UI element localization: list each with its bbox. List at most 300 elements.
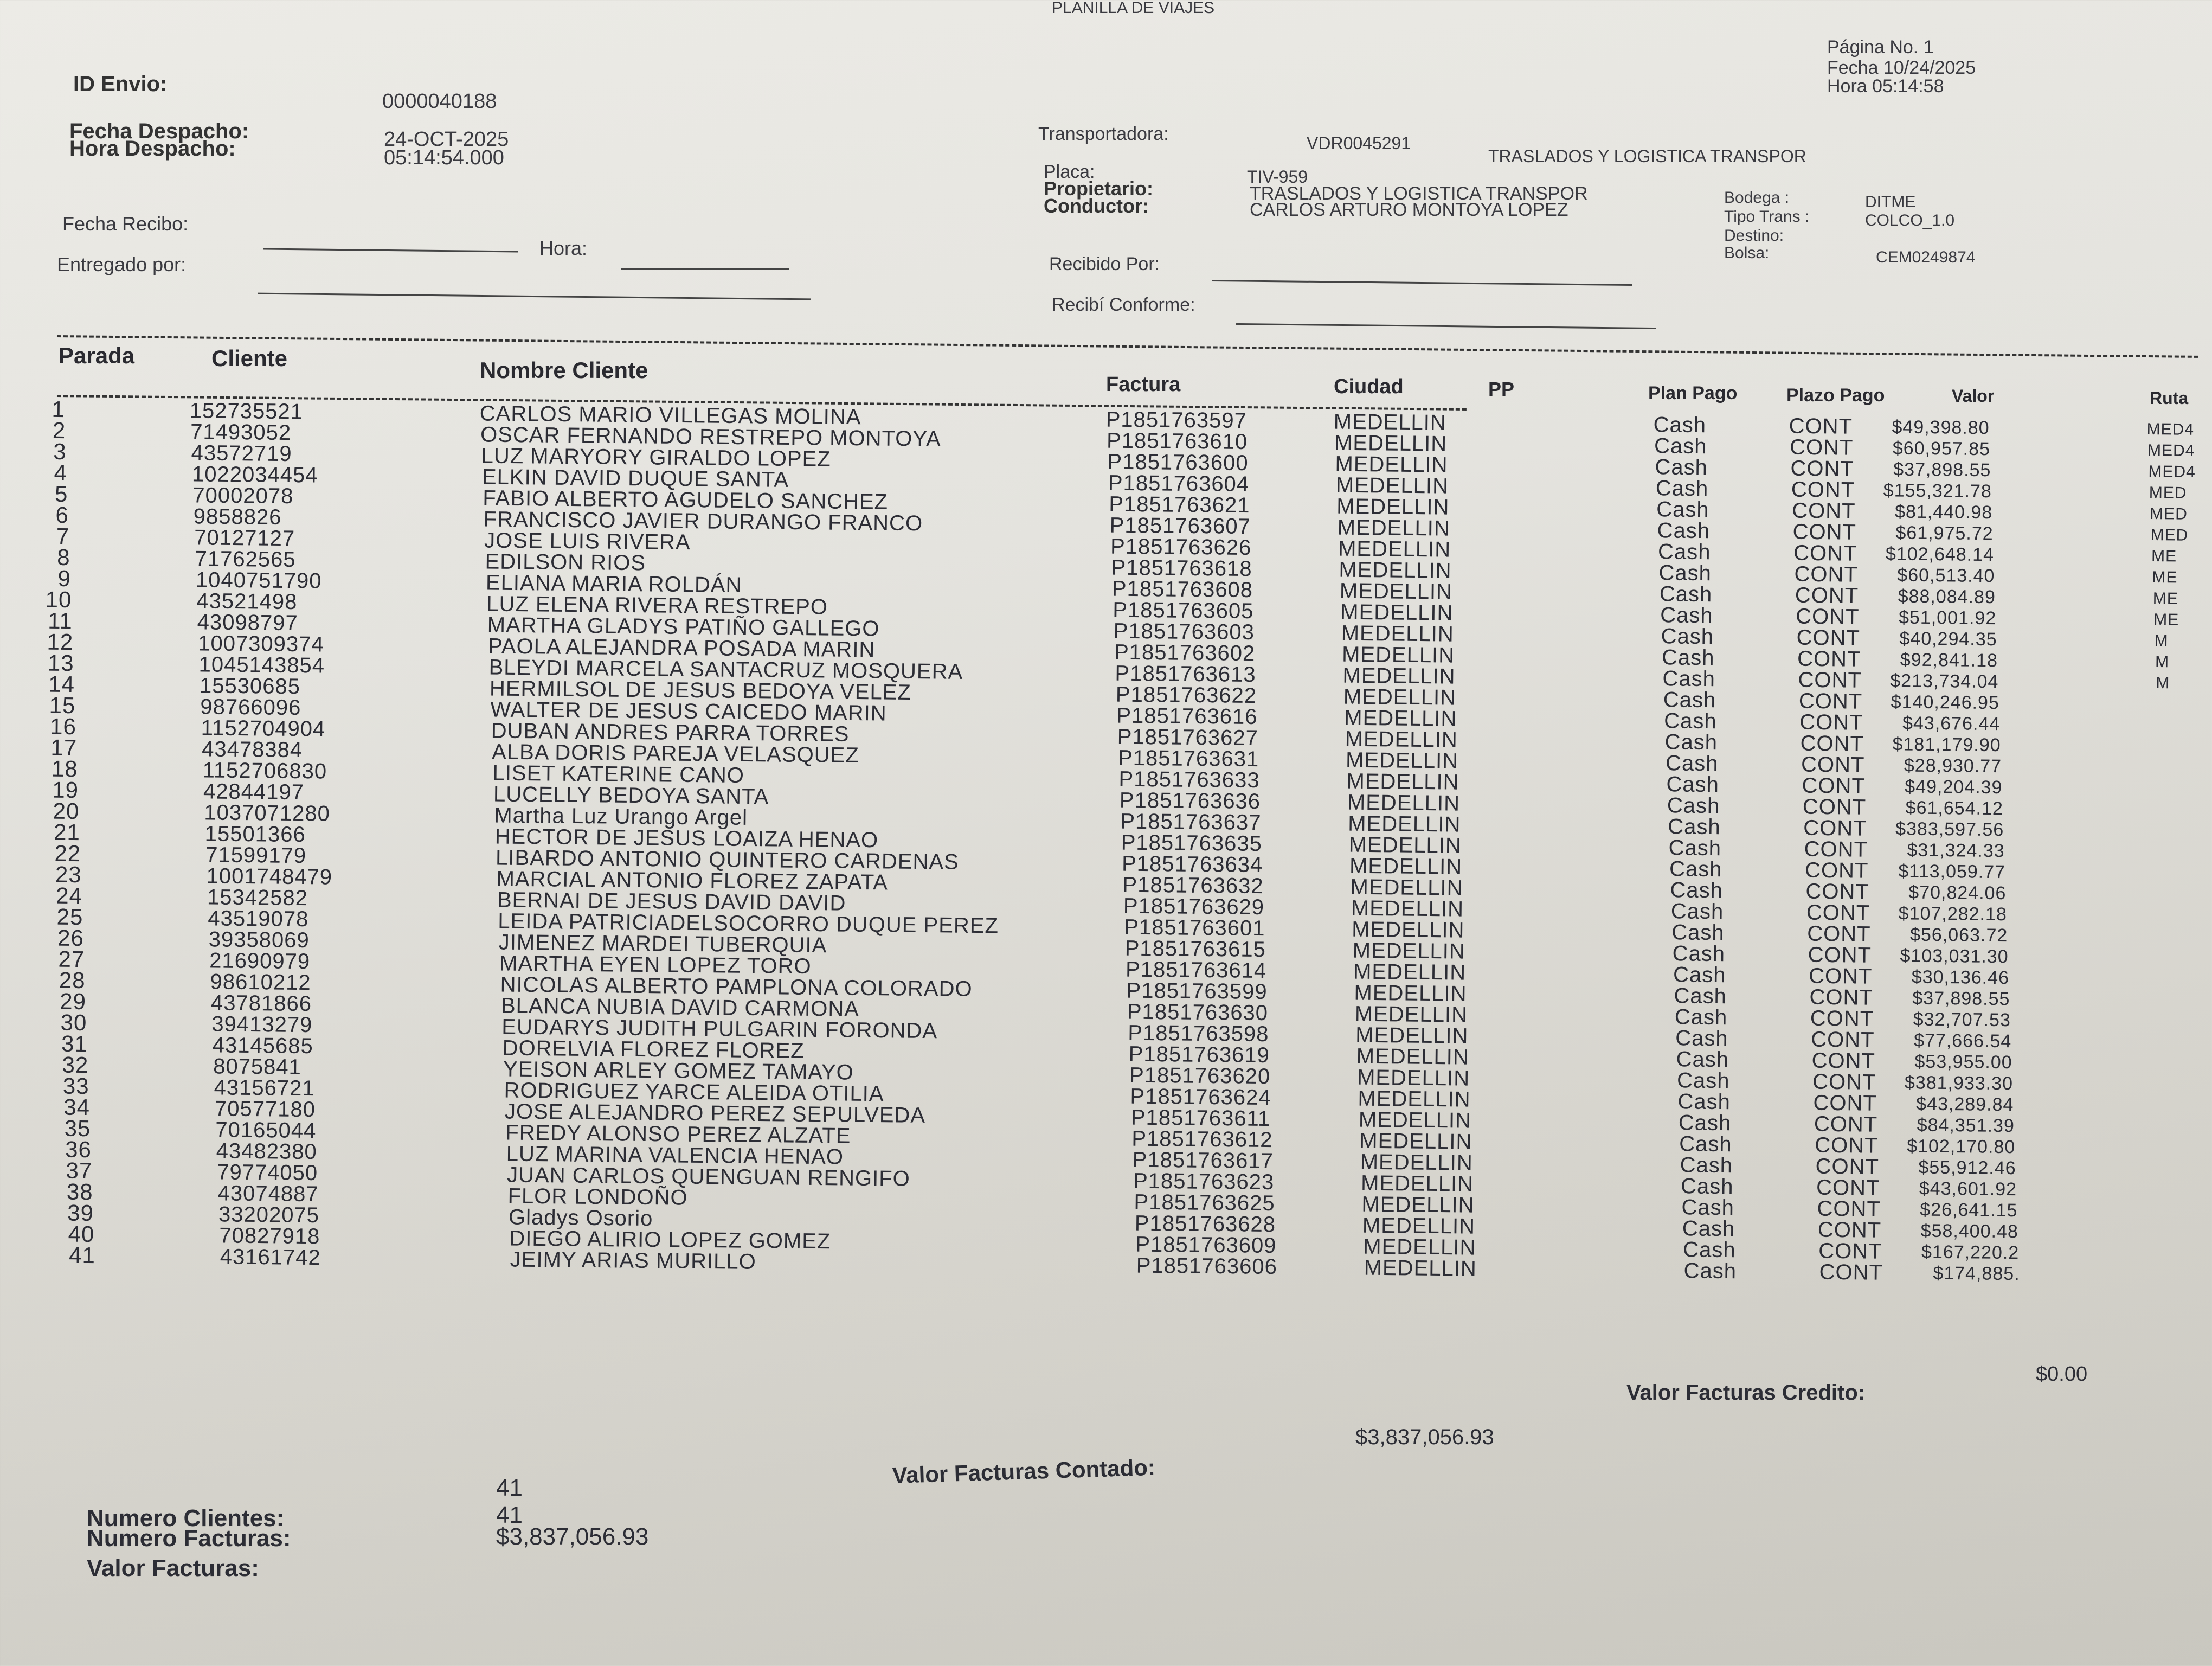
row-ciudad: MEDELLIN [1362,1213,1476,1239]
row-ciudad: MEDELLIN [1335,473,1449,498]
row-factura: P1851763633 [1118,767,1260,793]
row-ciudad: MEDELLIN [1361,1192,1475,1218]
row-ciudad: MEDELLIN [1339,579,1453,604]
row-factura: P1851763601 [1124,915,1265,941]
row-ciudad: MEDELLIN [1339,558,1452,583]
row-plan-pago: Cash [1668,836,1722,861]
row-cliente: 15501366 [204,822,306,847]
row-parada: 22 [54,840,81,867]
row-cliente: 152735521 [189,399,304,424]
row-cliente: 8075841 [213,1054,302,1079]
row-ruta: ME [2152,568,2178,587]
row-nombre: LEIDA PATRICIADELSOCORRO DUQUE PEREZ [498,909,999,938]
row-parada: 36 [65,1136,92,1163]
row-plazo-pago: CONT [1802,794,1867,819]
row-parada: 34 [63,1094,91,1120]
row-plan-pago: Cash [1680,1174,1734,1199]
table-top-rule [57,335,2198,358]
print-time-label: Hora [1827,76,1867,97]
row-parada: 33 [62,1073,89,1099]
row-ciudad: MEDELLIN [1333,409,1446,435]
row-plazo-pago: CONT [1800,731,1864,756]
row-ciudad: MEDELLIN [1360,1171,1474,1196]
row-ruta: ME [2151,547,2177,566]
row-factura: P1851763598 [1128,1021,1269,1047]
row-ciudad: MEDELLIN [1341,642,1455,668]
row-valor: $383,597.56 [1895,818,2004,841]
row-ciudad: MEDELLIN [1344,706,1457,731]
numero-clientes-value: 41 [496,1475,523,1501]
row-parada: 6 [55,502,69,528]
row-parada: 4 [54,459,68,486]
row-plazo-pago: CONT [1809,985,1873,1010]
col-plan-pago: Plan Pago [1648,383,1738,403]
row-factura: P1851763605 [1113,598,1254,624]
row-valor: $60,957.85 [1892,438,1991,460]
row-valor: $181,179.90 [1892,734,2001,756]
row-ciudad: MEDELLIN [1359,1129,1472,1154]
row-parada: 41 [68,1242,96,1268]
row-parada: 26 [57,925,85,951]
row-cliente: 70827918 [219,1223,320,1249]
row-ciudad: MEDELLIN [1338,536,1451,562]
row-parada: 19 [52,777,79,803]
id-envio-label: ID Envio: [73,72,168,96]
row-plan-pago: Cash [1654,434,1707,459]
row-plan-pago: Cash [1675,1026,1728,1051]
bolsa-label: Bolsa: [1724,244,1770,262]
row-factura: P1851763612 [1131,1126,1273,1152]
row-plan-pago: Cash [1672,941,1726,966]
row-plazo-pago: CONT [1804,837,1868,862]
row-factura: P1851763611 [1130,1105,1271,1131]
row-parada: 14 [48,671,75,697]
row-nombre: ALBA DORIS PAREJA VELASQUEZ [491,740,859,767]
row-parada: 24 [56,882,83,909]
row-plazo-pago: CONT [1797,646,1861,671]
row-parada: 32 [62,1052,89,1078]
print-time-value: 05:14:58 [1872,76,1944,97]
row-cliente: 70127127 [194,526,295,551]
row-nombre: Martha Luz Urango Argel [494,803,748,830]
row-cliente: 1001748479 [206,864,333,889]
row-nombre: WALTER DE JESUS CAICEDO MARIN [490,697,887,726]
row-parada: 20 [53,798,80,824]
row-cliente: 9858826 [193,504,282,529]
row-plan-pago: Cash [1680,1153,1733,1178]
row-parada: 13 [47,650,74,676]
row-plan-pago: Cash [1653,413,1707,438]
row-nombre: LUCELLY BEDOYA SANTA [493,782,769,809]
row-nombre: RODRIGUEZ YARCE ALEIDA OTILIA [504,1078,884,1106]
row-valor: $107,282.18 [1898,903,2008,925]
row-ciudad: MEDELLIN [1337,515,1450,541]
row-cliente: 1045143854 [198,652,325,678]
row-parada: 1 [52,396,66,422]
row-nombre: LUZ MARINA VALENCIA HENAO [506,1142,844,1169]
row-plazo-pago: CONT [1818,1239,1882,1264]
row-plazo-pago: CONT [1790,456,1854,481]
row-ruta: MED4 [2147,441,2195,460]
row-parada: 10 [45,586,72,613]
row-plazo-pago: CONT [1794,562,1858,587]
row-factura: P1851763600 [1107,450,1249,476]
row-valor: $92,841.18 [1900,649,1998,671]
row-cliente: 42844197 [203,779,305,805]
row-parada: 12 [47,629,74,655]
row-nombre: HECTOR DE JESUS LOAIZA HENAO [494,824,879,853]
recibido-por-line [1212,280,1632,286]
row-parada: 31 [61,1030,88,1057]
row-nombre: MARTHA GLADYS PATIÑO GALLEGO [487,613,880,641]
row-valor: $49,204.39 [1905,776,2003,798]
row-cliente: 1037071280 [204,800,331,826]
row-cliente: 43521498 [196,589,298,614]
row-valor: $155,321.78 [1883,480,1992,502]
row-factura: P1851763616 [1116,703,1258,729]
row-factura: P1851763622 [1115,682,1257,708]
numero-facturas-value: 41 [496,1502,523,1528]
row-parada: 11 [47,607,73,634]
row-factura: P1851763631 [1117,746,1259,772]
transportadora-label: Transportadora: [1038,124,1169,144]
row-cliente: 71493052 [190,420,292,445]
recibi-conforme-label: Recibí Conforme: [1052,294,1195,315]
row-factura: P1851763603 [1113,619,1255,645]
row-cliente: 43478384 [201,737,303,762]
row-cliente: 1152706830 [202,758,327,784]
row-plazo-pago: CONT [1810,1006,1874,1031]
numero-clientes-label: Numero Clientes: [87,1505,285,1532]
row-plan-pago: Cash [1670,878,1724,903]
row-parada: 40 [68,1221,95,1247]
row-plan-pago: Cash [1664,709,1717,734]
row-valor: $102,170.80 [1906,1136,2016,1158]
row-plazo-pago: CONT [1806,900,1870,925]
row-parada: 17 [50,734,78,761]
row-valor: $113,059.77 [1898,861,2006,883]
row-cliente: 43572719 [191,441,292,466]
row-factura: P1851763634 [1121,851,1263,877]
credito-label: Valor Facturas Credito: [1626,1381,1866,1405]
row-nombre: EUDARYS JUDITH PULGARIN FORONDA [501,1015,938,1043]
row-cliente: 98766096 [200,695,301,720]
row-parada: 5 [54,480,68,507]
row-ruta: MED4 [2146,420,2195,439]
row-ciudad: MEDELLIN [1356,1044,1469,1069]
row-valor: $43,289.84 [1916,1093,2014,1116]
transportadora-code: VDR0045291 [1307,133,1411,153]
hora-despacho-value: 05:14:54.000 [384,146,504,169]
row-factura: P1851763632 [1122,873,1264,899]
row-ruta: MED [2150,526,2189,544]
row-ciudad: MEDELLIN [1355,1023,1469,1048]
row-ciudad: MEDELLIN [1340,600,1454,625]
row-nombre: JEIMY ARIAS MURILLO [510,1247,756,1274]
row-ciudad: MEDELLIN [1345,727,1458,752]
row-nombre: BERNAI DE JESUS DAVID DAVID [497,888,846,915]
row-ciudad: MEDELLIN [1348,832,1462,858]
row-cliente: 70002078 [192,483,294,509]
col-ciudad: Ciudad [1334,375,1404,398]
col-plazo-pago: Plazo Pago [1786,385,1885,406]
row-valor: $40,294.35 [1899,628,1997,650]
row-nombre: JOSE ALEJANDRO PEREZ SEPULVEDA [504,1099,926,1127]
row-valor: $381,933.30 [1904,1072,2014,1094]
row-plan-pago: Cash [1660,603,1713,628]
row-plazo-pago: CONT [1813,1091,1877,1116]
row-nombre: LUZ MARYORY GIRALDO LOPEZ [481,444,831,471]
row-nombre: YEISON ARLEY GOMEZ TAMAYO [503,1057,854,1085]
row-parada: 9 [57,565,72,592]
row-plazo-pago: CONT [1817,1196,1881,1221]
row-nombre: BLEYDI MARCELA SANTACRUZ MOSQUERA [488,655,963,684]
row-nombre: JIMENEZ MARDEI TUBERQUIA [498,930,827,958]
row-nombre: EDILSON RIOS [485,549,646,575]
row-ciudad: MEDELLIN [1363,1234,1476,1260]
row-cliente: 33202075 [218,1202,320,1228]
row-factura: P1851763620 [1129,1063,1271,1089]
row-valor: $43,601.92 [1919,1178,2017,1200]
row-nombre: FABIO ALBERTO AGUDELO SANCHEZ [483,486,889,514]
tipo-trans-value: COLCO_1.0 [1865,212,1955,229]
print-date-label: Fecha [1827,57,1879,78]
fecha-recibo-label: Fecha Recibo: [62,213,189,235]
row-valor: $70,824.06 [1908,882,2007,904]
row-ciudad: MEDELLIN [1354,1002,1468,1027]
bolsa-value: CEM0249874 [1876,248,1976,266]
row-cliente: 98610212 [210,970,311,995]
row-valor: $28,930.77 [1904,755,2002,777]
row-plazo-pago: CONT [1815,1154,1880,1179]
row-factura: P1851763627 [1117,725,1259,751]
col-factura: Factura [1106,373,1181,396]
col-cliente: Cliente [211,345,288,371]
row-parada: 28 [59,967,86,994]
row-valor: $61,654.12 [1905,797,2004,819]
row-ciudad: MEDELLIN [1353,959,1467,985]
row-cliente: 43519078 [208,906,309,932]
row-ciudad: MEDELLIN [1352,917,1465,943]
row-valor: $102,648.14 [1885,543,1995,566]
row-nombre: HERMILSOL DE JESUS BEDOYA VELEZ [489,676,912,704]
row-factura: P1851763630 [1127,999,1269,1026]
row-valor: $49,398.80 [1892,416,1990,439]
col-ruta: Ruta [2150,388,2189,408]
row-nombre: BLANCA NUBIA DAVID CARMONA [500,994,860,1021]
row-plan-pago: Cash [1673,963,1726,988]
row-parada: 27 [58,946,85,972]
row-factura: P1851763618 [1111,555,1252,581]
row-ciudad: MEDELLIN [1347,790,1461,816]
row-nombre: LIBARDO ANTONIO QUINTERO CARDENAS [495,845,959,874]
row-nombre: Gladys Osorio [508,1205,653,1231]
row-parada: 35 [64,1115,91,1142]
row-cliente: 1040751790 [195,568,322,593]
row-ciudad: MEDELLIN [1341,621,1454,646]
row-ciudad: MEDELLIN [1349,854,1463,879]
row-ciudad: MEDELLIN [1352,938,1465,964]
row-plazo-pago: CONT [1791,477,1855,502]
row-plazo-pago: CONT [1808,964,1873,989]
row-ciudad: MEDELLIN [1342,663,1456,689]
row-plan-pago: Cash [1678,1111,1732,1136]
numero-facturas-label: Numero Facturas: [87,1525,291,1552]
row-ciudad: MEDELLIN [1364,1255,1477,1281]
row-ciudad: MEDELLIN [1354,981,1467,1006]
row-plan-pago: Cash [1670,899,1724,924]
row-cliente: 39413279 [211,1012,313,1037]
print-date-value: 10/24/2025 [1883,57,1976,78]
row-plazo-pago: CONT [1812,1069,1876,1094]
row-plan-pago: Cash [1665,751,1719,776]
row-ruta: M [2155,653,2170,671]
row-plan-pago: Cash [1683,1259,1737,1284]
row-cliente: 1007309374 [197,631,324,657]
row-valor: $174,885. [1933,1263,2020,1285]
row-parada: 37 [66,1157,93,1184]
row-nombre: FLOR LONDOÑO [507,1184,688,1210]
contado-label: Valor Facturas Contado: [891,1454,1156,1488]
row-plazo-pago: CONT [1792,498,1856,523]
row-plan-pago: Cash [1679,1132,1732,1157]
row-cliente: 71762565 [195,547,296,572]
row-valor: $58,400.48 [1920,1220,2019,1242]
row-ciudad: MEDELLIN [1346,769,1459,794]
row-valor: $43,676.44 [1902,713,2001,735]
row-plazo-pago: CONT [1798,689,1863,714]
row-plan-pago: Cash [1666,772,1720,797]
row-nombre: DUBAN ANDRES PARRA TORRES [491,719,850,746]
id-envio-value: 0000040188 [382,90,497,113]
row-factura: P1851763609 [1135,1232,1277,1258]
row-factura: P1851763621 [1109,492,1250,518]
tipo-trans-label: Tipo Trans : [1724,208,1810,226]
row-valor: $37,898.55 [1912,988,2010,1010]
conductor-value: CARLOS ARTURO MONTOYA LOPEZ [1250,200,1568,220]
row-ruta: ME [2152,589,2178,608]
row-cliente: 21690979 [209,949,311,974]
row-valor: $103,031.30 [1900,945,2009,967]
row-plan-pago: Cash [1677,1090,1731,1114]
row-plan-pago: Cash [1659,582,1713,607]
row-ciudad: MEDELLIN [1348,811,1461,837]
row-valor: $140,246.95 [1891,691,2000,714]
row-valor: $55,912.46 [1918,1157,2016,1179]
row-parada: 23 [55,861,82,888]
row-valor: $30,136.46 [1911,966,2010,989]
hora-despacho-label: Hora Despacho: [69,137,236,161]
row-factura: P1851763617 [1132,1148,1274,1174]
row-parada: 29 [60,988,87,1015]
row-valor: $56,063.72 [1909,924,2008,946]
row-cliente: 70577180 [214,1097,316,1122]
row-valor: $61,975.72 [1895,522,1994,544]
row-cliente: 1152704904 [201,716,326,741]
row-nombre: FREDY ALONSO PEREZ ALZATE [505,1120,851,1148]
row-plan-pago: Cash [1676,1047,1729,1072]
row-nombre: LUZ ELENA RIVERA RESTREPO [486,592,828,619]
row-plazo-pago: CONT [1793,541,1857,566]
row-plan-pago: Cash [1682,1216,1735,1241]
row-parada: 39 [67,1200,94,1226]
row-valor: $84,351.39 [1917,1114,2015,1137]
row-ruta: M [2154,632,2169,650]
col-valor: Valor [1952,386,1995,406]
row-cliente: 71599179 [205,843,307,868]
row-ruta: MED [2150,505,2188,523]
col-parada: Parada [59,343,135,368]
row-plan-pago: Cash [1657,540,1711,565]
page-number [1827,38,1934,56]
row-ciudad: MEDELLIN [1334,431,1448,456]
row-plan-pago: Cash [1661,624,1714,649]
row-parada: 15 [49,692,76,719]
row-plazo-pago: CONT [1799,710,1863,735]
row-plan-pago: Cash [1671,920,1725,945]
row-plazo-pago: CONT [1805,879,1869,904]
row-cliente: 43156721 [214,1075,315,1101]
row-parada: 25 [56,904,83,930]
contado-value: $3,837,056.93 [1355,1425,1494,1449]
row-plazo-pago: CONT [1801,752,1865,777]
row-nombre: LISET KATERINE CANO [492,761,745,787]
row-plazo-pago: CONT [1811,1048,1876,1073]
row-plazo-pago: CONT [1789,435,1854,460]
row-factura: P1851763625 [1134,1190,1275,1216]
page-label: Página No. [1827,37,1919,57]
row-factura: P1851763626 [1110,534,1252,560]
row-factura: P1851763614 [1125,957,1267,983]
row-plazo-pago: CONT [1802,773,1866,798]
row-ciudad: MEDELLIN [1343,684,1457,710]
row-nombre: ELIANA MARIA ROLDÁN [485,571,742,598]
row-valor: $77,666.54 [1913,1030,2012,1052]
credito-value: $0.00 [2036,1363,2088,1386]
print-time [1827,77,1944,95]
row-plazo-pago: CONT [1817,1218,1882,1242]
row-nombre: JUAN CARLOS QUENGUAN RENGIFO [506,1163,911,1191]
row-plan-pago: Cash [1657,518,1711,543]
row-ruta: MED [2149,484,2187,502]
row-ciudad: MEDELLIN [1336,494,1450,520]
row-valor: $81,440.98 [1894,501,1993,523]
row-plazo-pago: CONT [1815,1133,1879,1158]
row-plan-pago: Cash [1681,1195,1735,1220]
row-plan-pago: Cash [1661,645,1715,670]
row-ciudad: MEDELLIN [1360,1150,1473,1175]
row-plazo-pago: CONT [1796,604,1860,629]
row-valor: $53,955.00 [1914,1051,2012,1073]
row-plan-pago: Cash [1655,476,1709,501]
destino-label: Destino: [1724,227,1784,245]
row-factura: P1851763637 [1120,809,1262,835]
row-nombre: PAOLA ALEJANDRA POSADA MARIN [487,634,876,662]
valor-facturas-label: Valor Facturas: [87,1555,259,1581]
entregado-por-line [258,293,811,300]
row-parada: 18 [51,755,78,782]
row-plazo-pago: CONT [1789,414,1853,439]
row-nombre: DORELVIA FLOREZ FLOREZ [502,1036,805,1063]
row-ruta: MED4 [2148,463,2196,481]
row-factura: P1851763599 [1126,978,1268,1004]
row-plan-pago: Cash [1683,1238,1736,1263]
row-nombre: ELKIN DAVID DUQUE SANTA [481,465,789,492]
row-cliente: 43074887 [217,1181,319,1207]
row-cliente: 70165044 [215,1118,317,1143]
row-factura: P1851763615 [1124,936,1266,962]
hora-line [621,268,789,270]
